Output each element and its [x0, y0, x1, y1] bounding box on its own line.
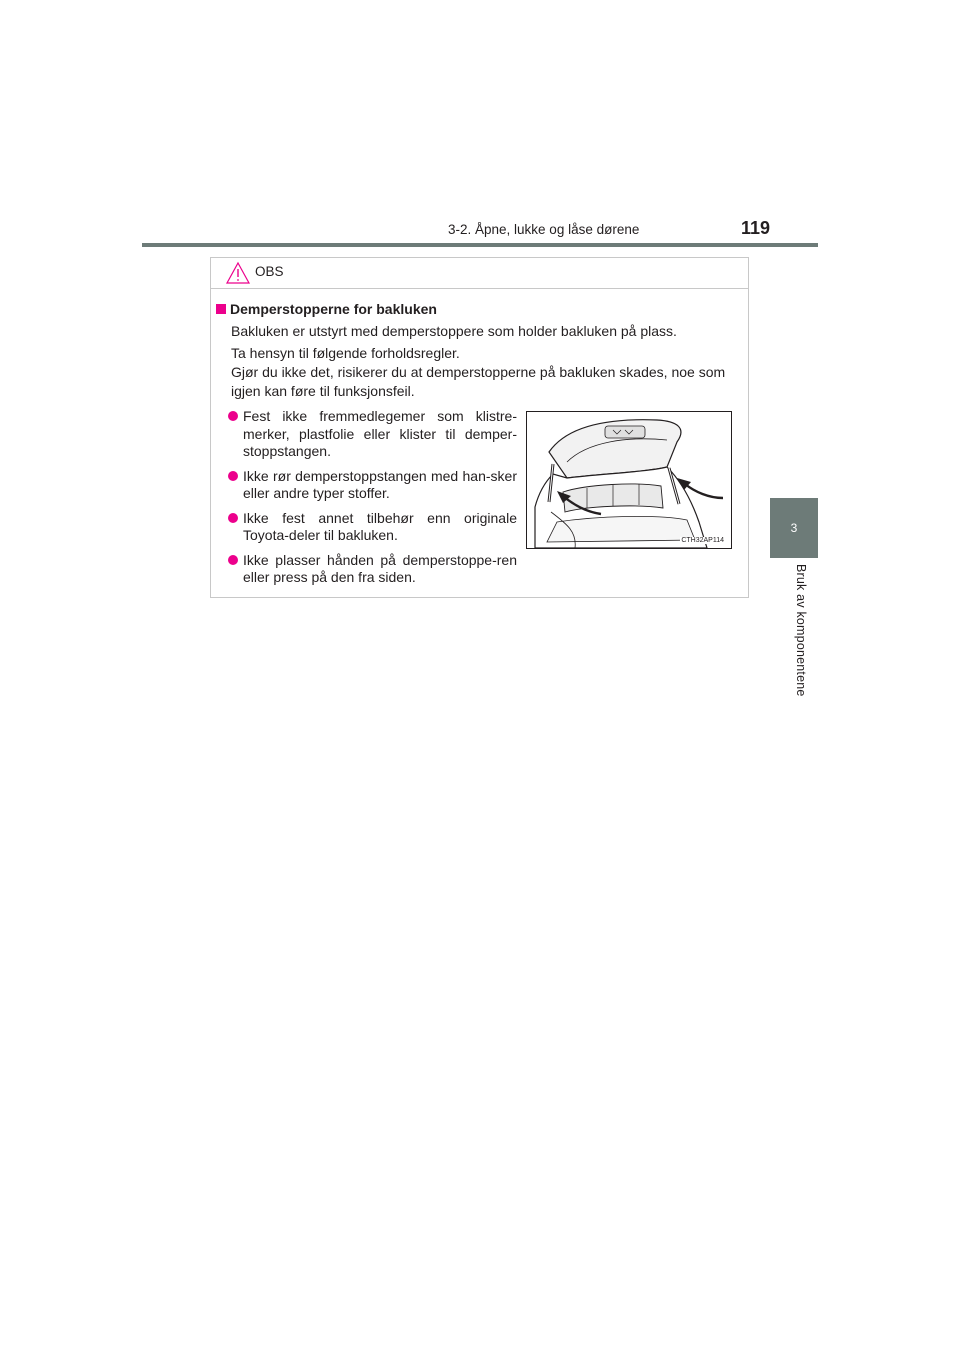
precaution-paragraph	[231, 344, 741, 401]
chapter-title: Bruk av komponentene	[794, 564, 808, 697]
square-bullet-icon	[216, 304, 226, 314]
chapter-number: 3	[790, 521, 798, 535]
precaution-list	[231, 408, 517, 594]
section-heading: 3-2. Åpne, lukke og låse dørene	[448, 222, 640, 237]
bullet-dot-icon	[228, 513, 238, 523]
notice-title: OBS	[255, 264, 284, 279]
figure-code: CTH32AP114	[681, 537, 724, 544]
section-title: Demperstopperne for bakluken	[216, 301, 437, 317]
intro-paragraph: Bakluken er utstyrt med demperstoppere som holder bakluken på plass.	[231, 323, 677, 339]
list-item: Ikke rør demperstoppstangen med han-sker eller andre typer stoffer.	[231, 468, 517, 503]
warning-triangle-icon	[225, 261, 251, 285]
tailgate-illustration	[526, 411, 732, 549]
precaution-line-1: Ta hensyn til følgende forholdsregler.	[231, 345, 460, 361]
header-divider	[142, 243, 818, 247]
list-item: Ikke fest annet tilbehør enn originale Toyota-deler til bakluken.	[231, 510, 517, 545]
page-number: 119	[741, 218, 771, 238]
list-item: Ikke plasser hånden på demperstoppe-ren eller press på den fra siden.	[231, 552, 517, 587]
chapter-tab	[770, 498, 818, 558]
tailgate-drawing	[527, 412, 731, 548]
bullet-dot-icon	[228, 555, 238, 565]
bullet-dot-icon	[228, 471, 238, 481]
notice-header	[211, 258, 748, 289]
list-item: Fest ikke fremmedlegemer som klistre-merker, plastfolie eller klister til demper-stoppstangen.	[231, 408, 517, 461]
bullet-dot-icon	[228, 411, 238, 421]
notice-box	[210, 257, 749, 598]
precaution-line-2: Gjør du ikke det, risikerer du at demperstopperne på bakluken skades, noe som igjen kan føre til funksjonsfeil.	[231, 364, 726, 399]
